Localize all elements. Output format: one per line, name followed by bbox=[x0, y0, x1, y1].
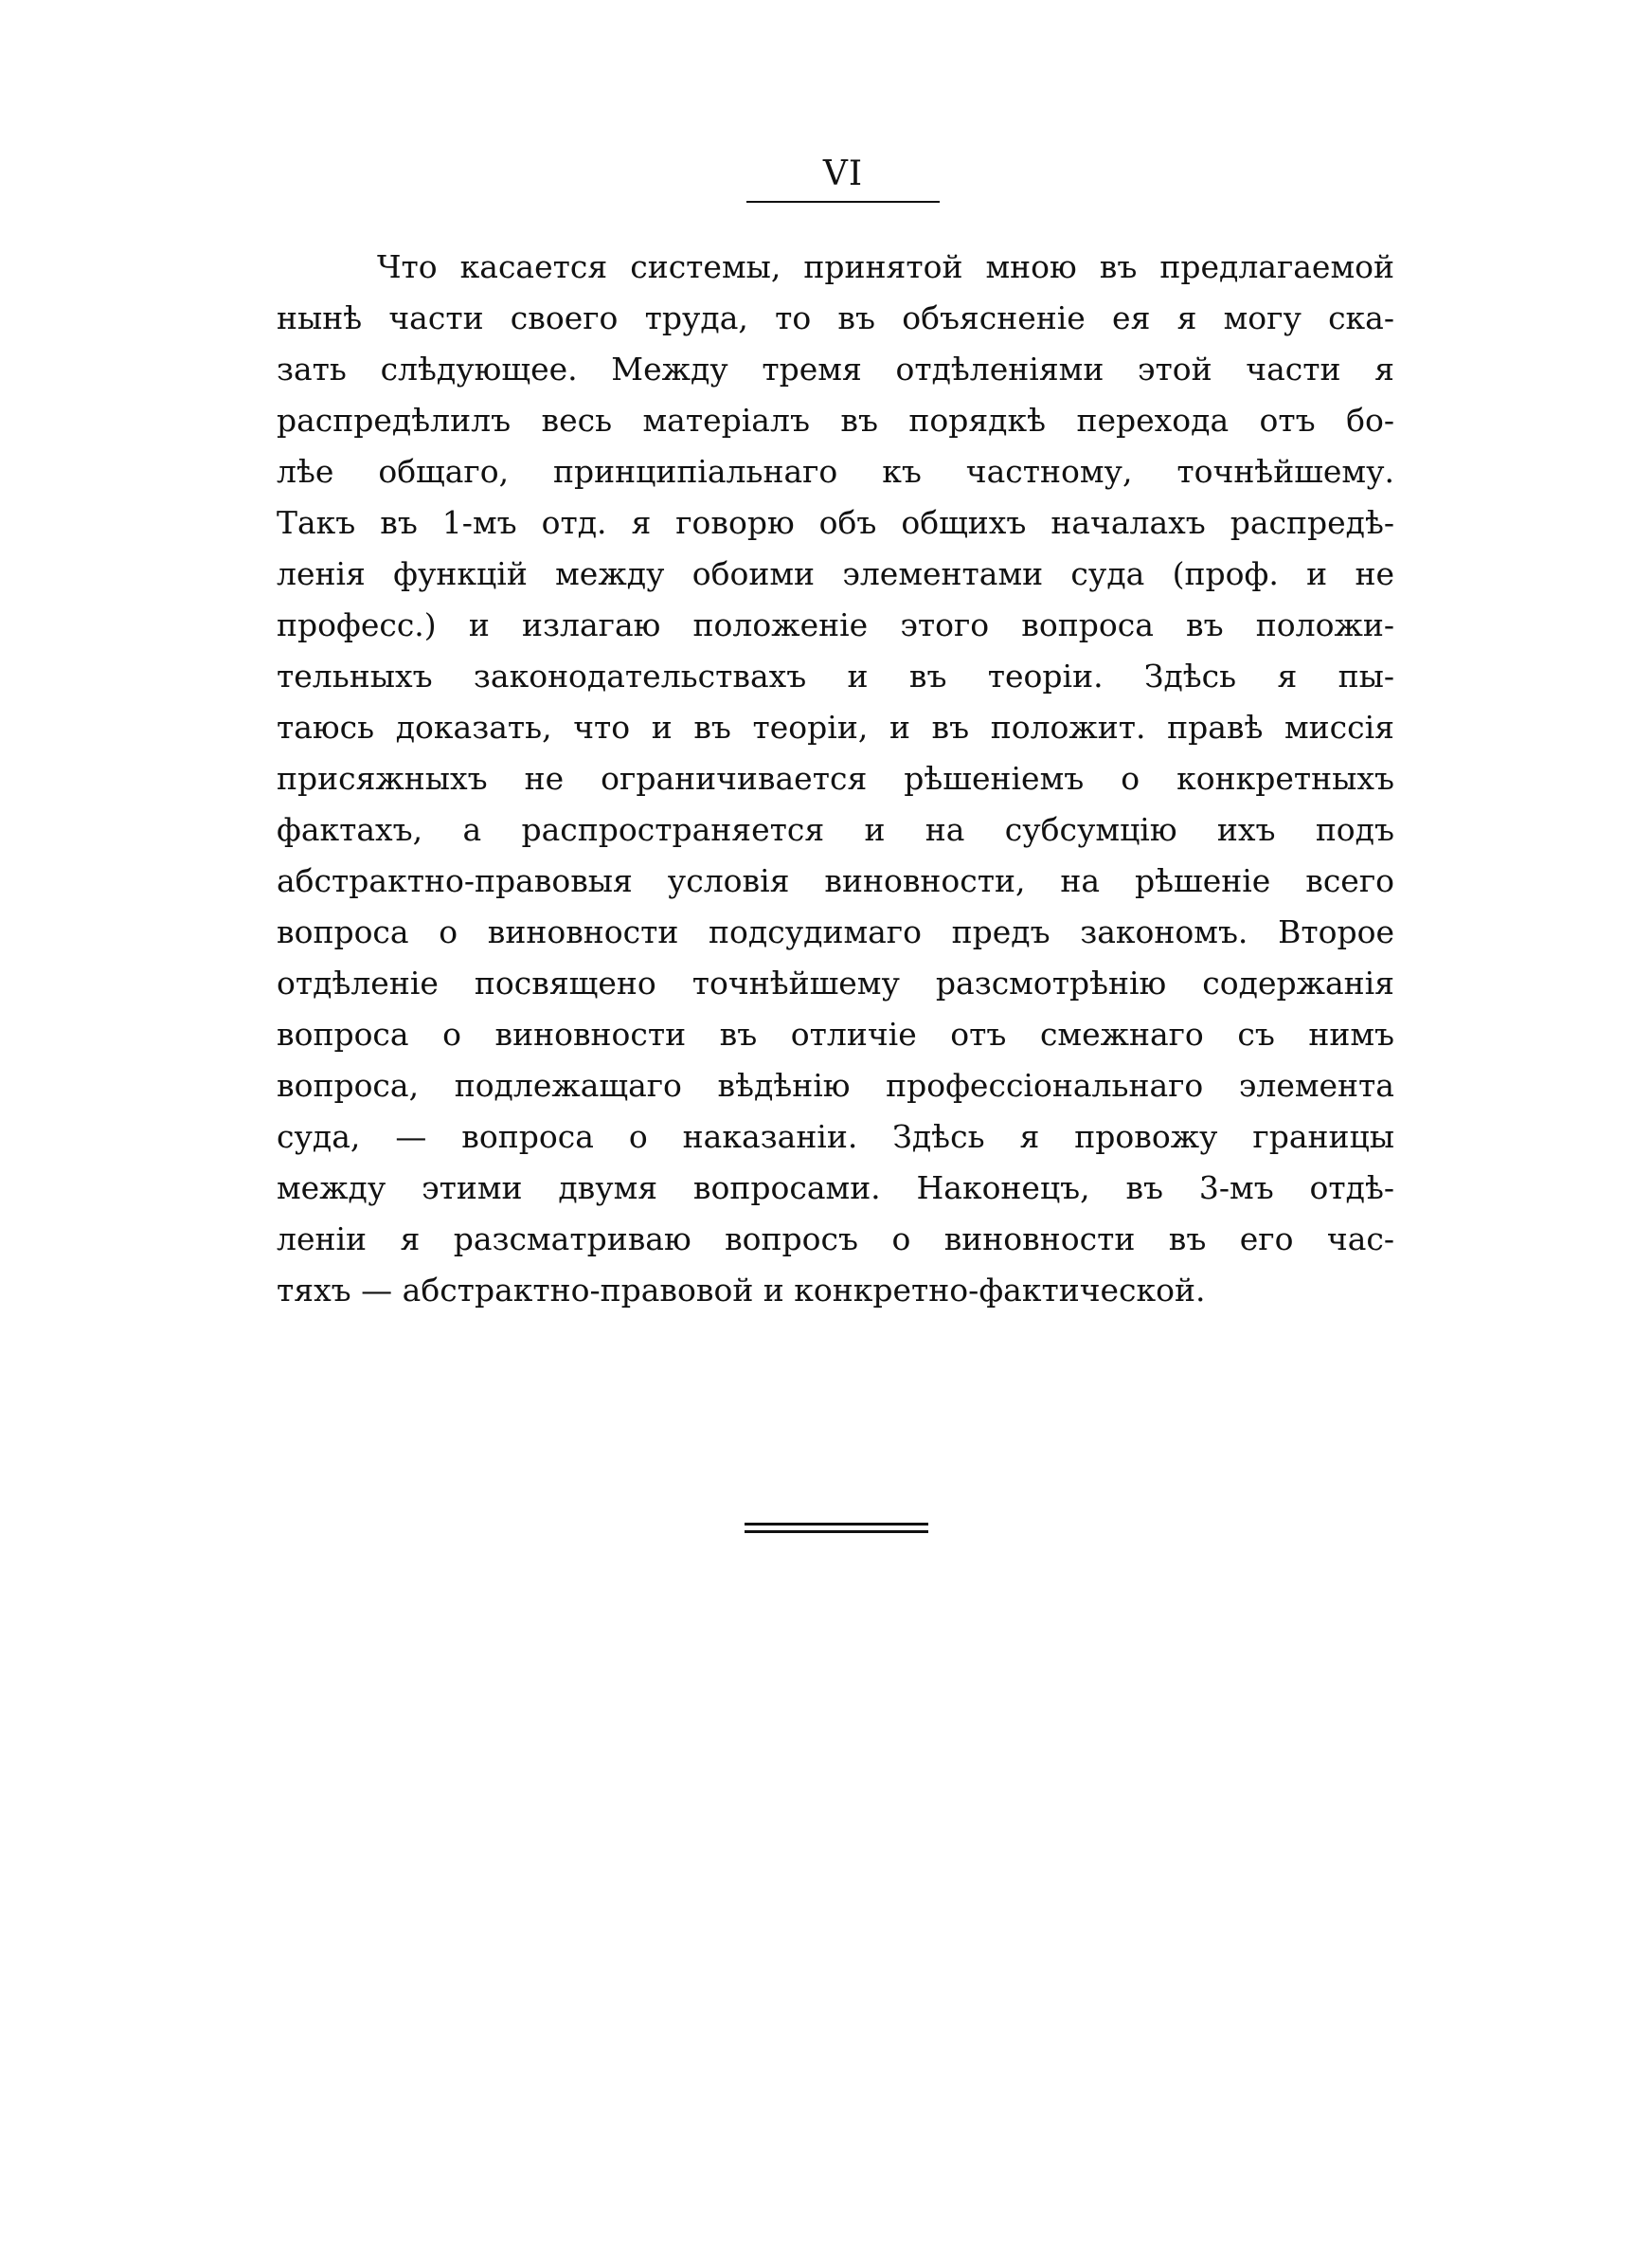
text-line: вопроса о виновности подсудимаго предъ закономъ. Второе bbox=[277, 913, 1394, 950]
text-line: нынѣ части своего труда, то въ объясненіе ея я могу ска- bbox=[277, 299, 1394, 336]
text-line: лѣе общаго, принципіальнаго къ частному, точнѣйшему. bbox=[277, 453, 1394, 490]
text-line: вопроса о виновности въ отличіе отъ смежнаго съ нимъ bbox=[277, 1016, 1394, 1053]
text-line: Такъ въ 1-мъ отд. я говорю объ общихъ началахъ распредѣ- bbox=[277, 504, 1394, 541]
text-line: отдѣленіе посвящено точнѣйшему разсмотрѣнію содержанія bbox=[277, 965, 1394, 1002]
text-line: суда, — вопроса о наказаніи. Здѣсь я провожу границы bbox=[277, 1118, 1394, 1155]
end-ornament-rule-top bbox=[745, 1523, 928, 1526]
text-line: фактахъ, а распространяется и на субсумцію ихъ подъ bbox=[277, 811, 1394, 848]
text-line: професс.) и излагаю положеніе этого вопроса въ положи- bbox=[277, 606, 1394, 643]
body-paragraph bbox=[277, 242, 1394, 1316]
text-line: между этими двумя вопросами. Наконецъ, въ 3-мъ отдѣ- bbox=[277, 1169, 1394, 1206]
text-line: леніи я разсматриваю вопросъ о виновности въ его час- bbox=[277, 1220, 1394, 1257]
end-ornament-rule-bottom bbox=[745, 1530, 928, 1533]
page-number-underline bbox=[746, 201, 940, 203]
text-line-last: тяхъ — абстрактно-правовой и конкретно-фактической. bbox=[277, 1272, 1206, 1309]
text-line: таюсь доказать, что и въ теоріи, и въ положит. правѣ миссія bbox=[277, 709, 1394, 746]
text-line: ленія функцій между обоими элементами суда (проф. и не bbox=[277, 555, 1394, 592]
text-line: зать слѣдующее. Между тремя отдѣленіями этой части я bbox=[277, 351, 1394, 388]
text-line: вопроса, подлежащаго вѣдѣнію профессіональнаго элемента bbox=[277, 1067, 1394, 1104]
text-line: абстрактно-правовыя условія виновности, на рѣшеніе всего bbox=[277, 862, 1394, 899]
text-line: присяжныхъ не ограничивается рѣшеніемъ о конкретныхъ bbox=[277, 760, 1394, 797]
text-line: распредѣлилъ весь матеріалъ въ порядкѣ перехода отъ бо- bbox=[277, 402, 1394, 439]
page-number: VI bbox=[822, 154, 864, 193]
text-line: тельныхъ законодательствахъ и въ теоріи. Здѣсь я пы- bbox=[277, 658, 1394, 695]
text-line: Что касается системы, принятой мною въ предлагаемой bbox=[377, 248, 1394, 285]
